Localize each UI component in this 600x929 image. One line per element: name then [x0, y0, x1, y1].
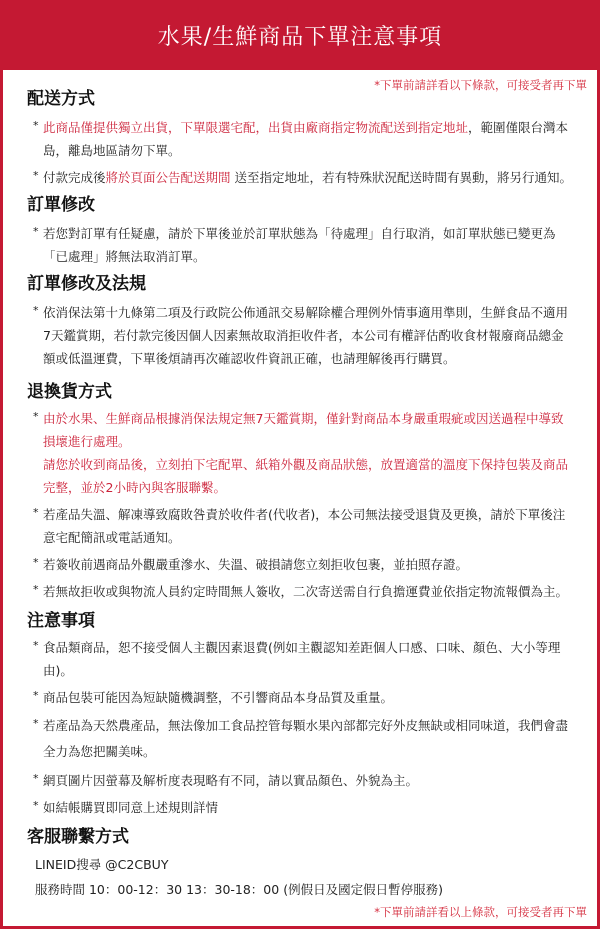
item-text: 商品包裝可能因為短缺隨機調整，不引響商品本身品質及重量。 [43, 690, 394, 705]
section-returns [27, 380, 575, 603]
bullet-icon: * [33, 556, 39, 569]
item-text: 依消保法第十九條第二項及行政院公佈通訊交易解除權合理例外情事適用準則，生鮮食品不適用7天鑑賞期，若付款完後因個人因素無故取消拒收件者，本公司有權評估酌收食材報廢商品總金額或低溫運費，下單後煩請再次確認收件資訊正確，也請理解後再行購買。 [43, 305, 569, 366]
section-title-notes: 注意事項 [27, 611, 95, 631]
bullet-icon: * [33, 410, 39, 423]
line-id: LINEID搜尋 @C2CBUY [35, 857, 169, 872]
bullet-icon: * [33, 772, 39, 785]
item-text: 食品類商品，恕不接受個人主觀因素退費(例如主觀認知差距個人口感、口味、顏色、大小等理由)。 [43, 640, 561, 678]
section-title-contact: 客服聯繫方式 [27, 827, 129, 847]
list-item [27, 686, 575, 709]
highlight-text: 此商品僅提供獨立出貨，下單限選宅配，出貨由廠商指定物流配送到指定地址 [43, 120, 469, 135]
list-item [27, 636, 575, 682]
notice-top: *下單前請詳看以下條款，可接受者再下單 [374, 78, 587, 92]
list-item [27, 580, 575, 603]
list-item [27, 166, 575, 189]
service-hours: 服務時間 10：00-12：30 13：30-18：00 (例假日及國定假日暫停服務) [35, 882, 443, 897]
content-panel [0, 70, 600, 929]
list-item [27, 769, 575, 792]
item-text: 網頁圖片因螢幕及解析度表現略有不同，請以實品顏色、外貌為主。 [43, 773, 419, 788]
list-item [27, 301, 575, 370]
bullet-icon: * [33, 304, 39, 317]
section-order-change [27, 193, 575, 268]
section-contact [27, 825, 575, 902]
list-item [27, 503, 575, 549]
list-item [27, 116, 575, 162]
page-header [0, 0, 600, 70]
item-text: 若產品為天然農產品，無法像加工食品控管每顆水果內部都完好外皮無缺或相同味道，我們會盡全力為您把關美味。 [43, 718, 569, 759]
bullet-icon: * [33, 689, 39, 702]
item-text: 若無故拒收或與物流人員約定時間無人簽收，二次寄送需自行負擔運費並依指定物流報價為主。 [43, 584, 569, 599]
section-title-order-law: 訂單修改及法規 [27, 274, 146, 294]
section-title-shipping: 配送方式 [27, 89, 95, 109]
highlight-text: 將於頁面公告配送期間 [105, 170, 231, 185]
bullet-icon: * [33, 119, 39, 132]
section-title-order-change: 訂單修改 [27, 195, 95, 215]
item-text: 若產品失溫、解凍導致腐敗咎責於收件者(代收者)，本公司無法接受退貨及更換，請於下單後注意宅配簡訊或電話通知。 [43, 507, 566, 545]
list-item [27, 713, 575, 765]
list-item [27, 796, 575, 819]
section-title-returns: 退換貨方式 [27, 382, 112, 402]
highlight-text: 請您於收到商品後，立刻拍下宅配單、紙箱外觀及商品狀態，放置適當的溫度下保持包裝及商品完整，並於2小時內與客服聯繫。 [43, 457, 569, 495]
item-text: ，範圍僅限台灣本島，離島地區請勿下單。 [43, 120, 569, 158]
highlight-text: 由於水果、生鮮商品根據消保法規定無7天鑑賞期，僅針對商品本身嚴重瑕疵或因送過程中導致損壞進行處理。 [43, 411, 564, 449]
bullet-icon: * [33, 225, 39, 238]
list-item [27, 222, 575, 268]
section-shipping [27, 87, 575, 189]
bullet-icon: * [33, 169, 39, 182]
list-item [27, 553, 575, 576]
list-item [27, 407, 575, 499]
item-text: 若您對訂單有任疑慮，請於下單後並於訂單狀態為「待處理」自行取消，如訂單狀態已變更為「已處理」將無法取消訂單。 [43, 226, 556, 264]
item-text: 送至指定地址，若有特殊狀況配送時間有異動，將另行通知。 [230, 170, 573, 185]
bullet-icon: * [33, 639, 39, 652]
bullet-icon: * [33, 583, 39, 596]
bullet-icon: * [33, 717, 39, 730]
item-text: 付款完成後 [43, 170, 106, 185]
bullet-icon: * [33, 799, 39, 812]
section-order-law [27, 272, 575, 370]
notice-bottom: *下單前請詳看以上條款，可接受者再下單 [374, 905, 587, 919]
section-notes [27, 609, 575, 819]
item-text: 若簽收前遇商品外觀嚴重滲水、失溫、破損請您立刻拒收包裹，並拍照存證。 [43, 557, 469, 572]
bullet-icon: * [33, 506, 39, 519]
item-text: 如結帳購買即同意上述規則詳情 [43, 800, 219, 815]
page-title: 水果/生鮮商品下單注意事項 [157, 24, 443, 50]
